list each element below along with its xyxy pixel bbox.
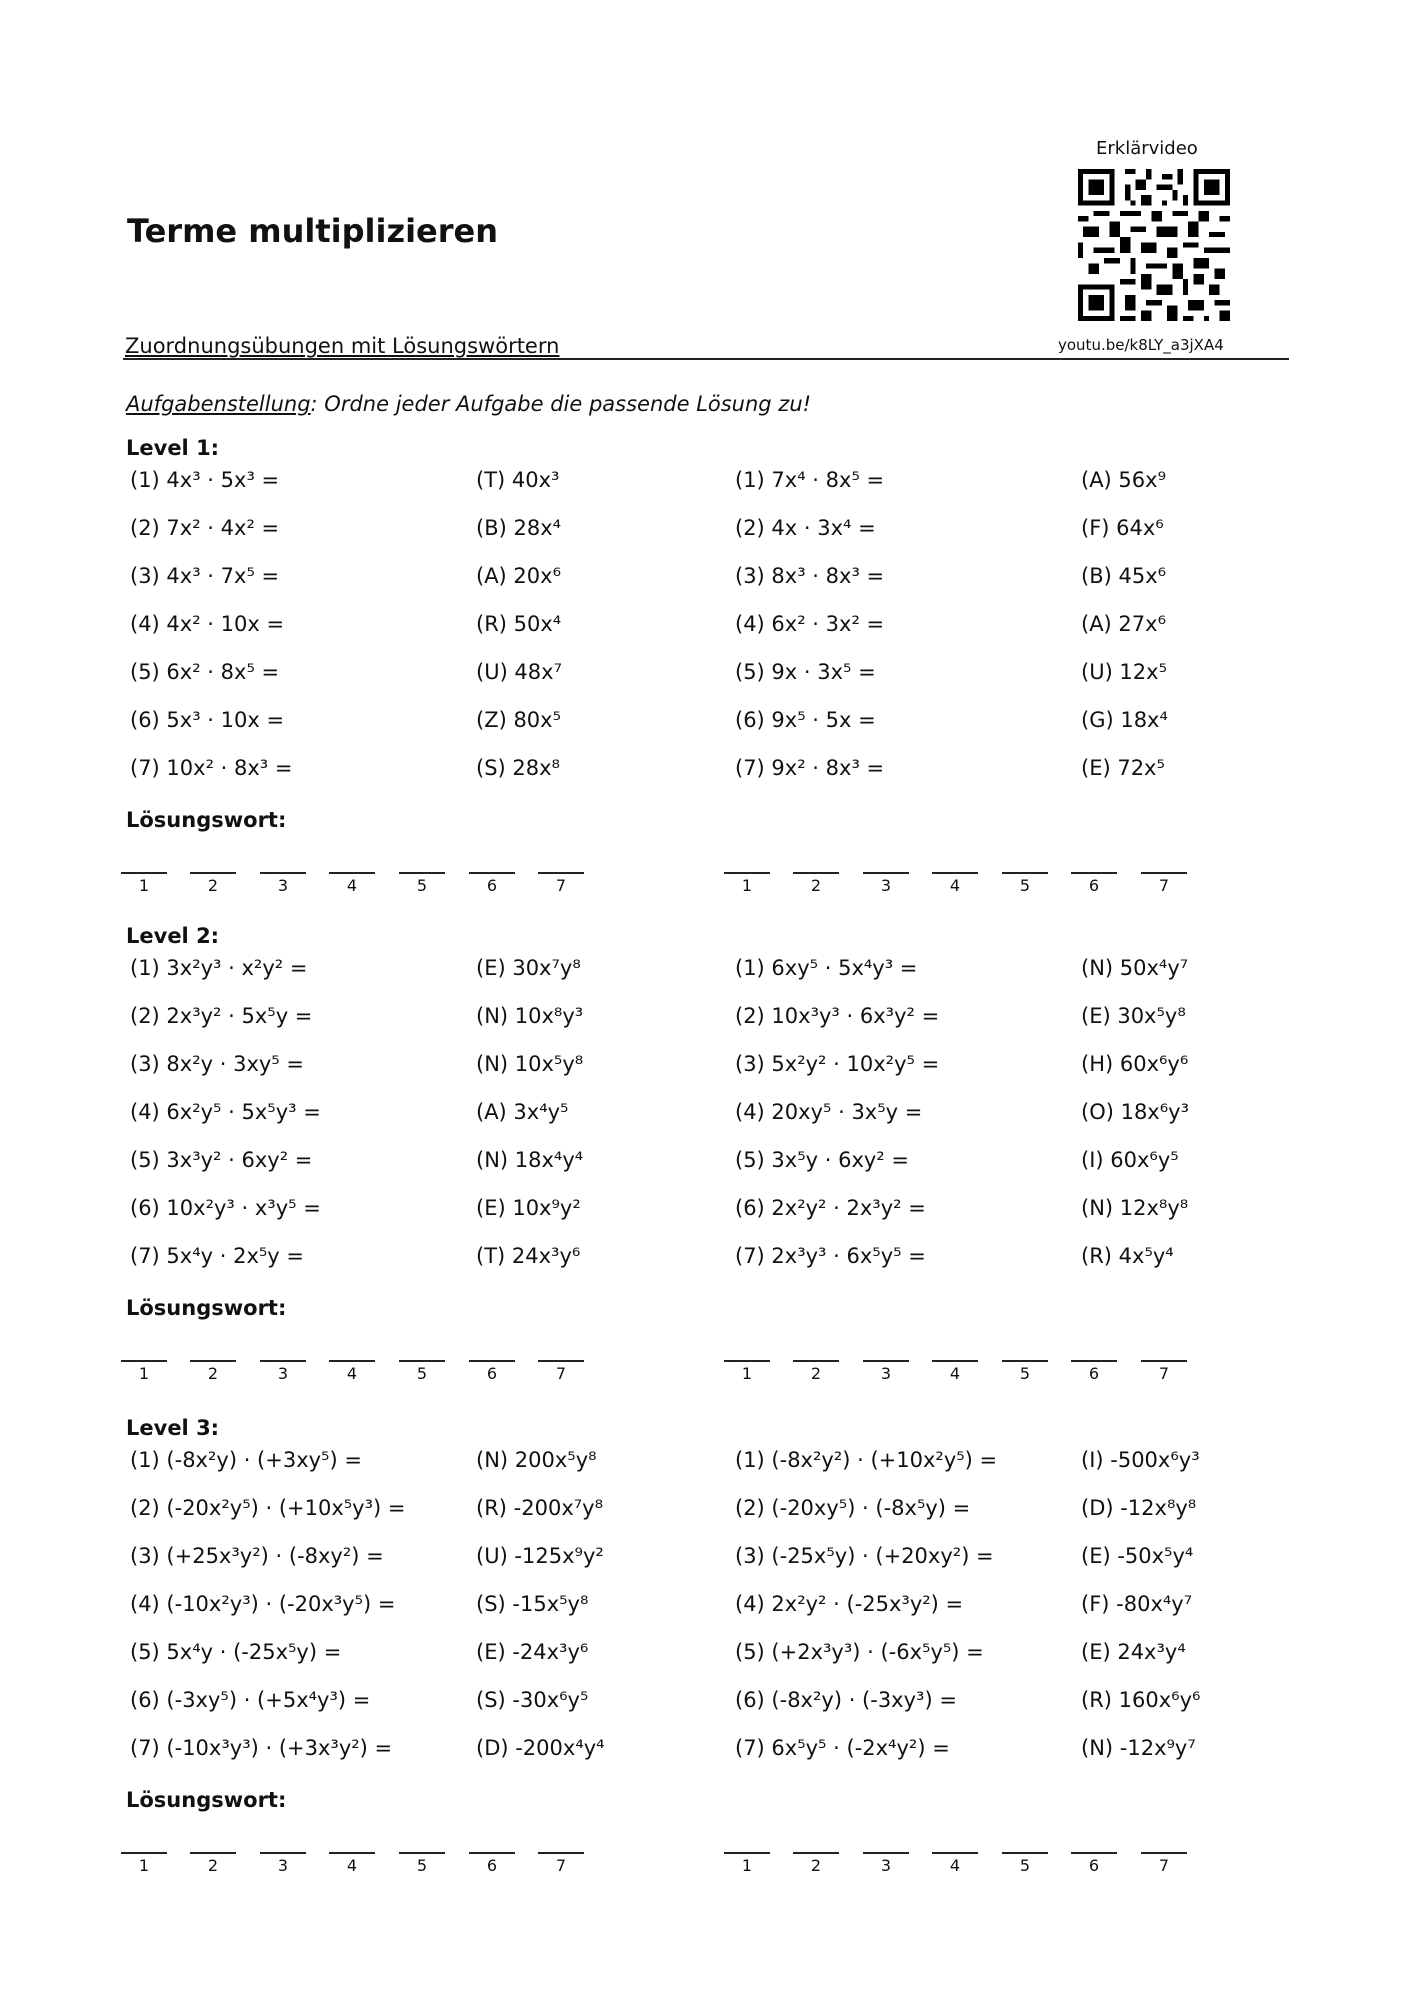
solution-blank-number: 7 bbox=[1158, 1364, 1170, 1383]
task-expression: (5) 6x² · 8x⁵ = bbox=[130, 660, 280, 684]
solution-blank-number: 7 bbox=[555, 876, 567, 895]
solution-blank bbox=[399, 1360, 445, 1362]
solution-blank-number: 4 bbox=[949, 876, 961, 895]
solution-blank-number: 2 bbox=[207, 1856, 219, 1875]
solution-blank bbox=[121, 1852, 167, 1854]
answer-option: (B) 28x⁴ bbox=[476, 516, 562, 540]
solution-blank bbox=[1002, 872, 1048, 874]
solution-blank-number: 3 bbox=[880, 1856, 892, 1875]
solution-blank bbox=[538, 872, 584, 874]
solution-blank bbox=[469, 1852, 515, 1854]
answer-option: (E) 24x³y⁴ bbox=[1081, 1640, 1186, 1664]
solution-blank-number: 7 bbox=[1158, 1856, 1170, 1875]
solution-blank-number: 6 bbox=[486, 1856, 498, 1875]
solution-blank-number: 6 bbox=[1088, 1364, 1100, 1383]
answer-option: (R) 160x⁶y⁶ bbox=[1081, 1688, 1201, 1712]
answer-option: (A) 3x⁴y⁵ bbox=[476, 1100, 569, 1124]
answer-option: (N) 18x⁴y⁴ bbox=[476, 1148, 584, 1172]
task-expression: (3) (+25x³y²) · (-8xy²) = bbox=[130, 1544, 384, 1568]
solution-blank-number: 2 bbox=[810, 1856, 822, 1875]
solution-blank bbox=[121, 872, 167, 874]
answer-option: (I) 60x⁶y⁵ bbox=[1081, 1148, 1179, 1172]
task-expression: (1) (-8x²y) · (+3xy⁵) = bbox=[130, 1448, 362, 1472]
solution-blank-number: 7 bbox=[555, 1856, 567, 1875]
answer-option: (R) 4x⁵y⁴ bbox=[1081, 1244, 1174, 1268]
answer-option: (D) -200x⁴y⁴ bbox=[476, 1736, 605, 1760]
solution-blank-number: 1 bbox=[138, 1364, 150, 1383]
task-expression: (1) (-8x²y²) · (+10x²y⁵) = bbox=[735, 1448, 998, 1472]
task-label: Aufgabenstellung bbox=[126, 392, 311, 416]
solution-blank-number: 5 bbox=[416, 1856, 428, 1875]
answer-option: (E) 10x⁹y² bbox=[476, 1196, 581, 1220]
solution-blank-number: 6 bbox=[486, 1364, 498, 1383]
answer-option: (R) 50x⁴ bbox=[476, 612, 562, 636]
solution-blank bbox=[1071, 872, 1117, 874]
solution-blank bbox=[793, 872, 839, 874]
solution-blank bbox=[1141, 1360, 1187, 1362]
solution-blank bbox=[932, 1852, 978, 1854]
solution-blank bbox=[1002, 1360, 1048, 1362]
task-expression: (5) 5x⁴y · (-25x⁵y) = bbox=[130, 1640, 342, 1664]
task-expression: (4) 4x² · 10x = bbox=[130, 612, 285, 636]
solution-blank bbox=[863, 1852, 909, 1854]
solution-blank bbox=[260, 872, 306, 874]
solution-blank bbox=[190, 1360, 236, 1362]
solution-blank-number: 1 bbox=[138, 876, 150, 895]
task-expression: (4) (-10x²y³) · (-20x³y⁵) = bbox=[130, 1592, 396, 1616]
answer-option: (N) -12x⁹y⁷ bbox=[1081, 1736, 1196, 1760]
answer-option: (D) -12x⁸y⁸ bbox=[1081, 1496, 1197, 1520]
solution-blank-number: 3 bbox=[277, 876, 289, 895]
answer-option: (F) 64x⁶ bbox=[1081, 516, 1164, 540]
solution-blank bbox=[399, 1852, 445, 1854]
answer-option: (E) -50x⁵y⁴ bbox=[1081, 1544, 1194, 1568]
solution-blank bbox=[538, 1852, 584, 1854]
task-expression: (7) 5x⁴y · 2x⁵y = bbox=[130, 1244, 304, 1268]
task-expression: (7) 2x³y³ · 6x⁵y⁵ = bbox=[735, 1244, 926, 1268]
solution-blank bbox=[190, 1852, 236, 1854]
answer-option: (T) 40x³ bbox=[476, 468, 560, 492]
task-expression: (3) 4x³ · 7x⁵ = bbox=[130, 564, 280, 588]
solution-blank-number: 4 bbox=[346, 876, 358, 895]
level-title: Level 1: bbox=[126, 436, 220, 460]
task-expression: (6) 9x⁵ · 5x = bbox=[735, 708, 876, 732]
answer-option: (N) 200x⁵y⁸ bbox=[476, 1448, 597, 1472]
answer-option: (E) 72x⁵ bbox=[1081, 756, 1165, 780]
solution-blank-number: 3 bbox=[880, 1364, 892, 1383]
task-expression: (7) (-10x³y³) · (+3x³y²) = bbox=[130, 1736, 393, 1760]
task-expression: (3) (-25x⁵y) · (+20xy²) = bbox=[735, 1544, 994, 1568]
solution-blank-number: 1 bbox=[741, 876, 753, 895]
answer-option: (E) 30x⁵y⁸ bbox=[1081, 1004, 1186, 1028]
solution-blank-number: 5 bbox=[1019, 1364, 1031, 1383]
answer-option: (U) 48x⁷ bbox=[476, 660, 562, 684]
solution-blank-number: 5 bbox=[1019, 876, 1031, 895]
page-title: Terme multiplizieren bbox=[127, 212, 499, 250]
solution-blank bbox=[724, 1360, 770, 1362]
solution-blank-number: 2 bbox=[810, 876, 822, 895]
task-expression: (5) 9x · 3x⁵ = bbox=[735, 660, 876, 684]
answer-option: (G) 18x⁴ bbox=[1081, 708, 1168, 732]
solution-blank-number: 2 bbox=[207, 876, 219, 895]
answer-option: (S) -15x⁵y⁸ bbox=[476, 1592, 589, 1616]
solution-blank bbox=[793, 1360, 839, 1362]
task-expression: (3) 8x²y · 3xy⁵ = bbox=[130, 1052, 304, 1076]
task-expression: (6) 5x³ · 10x = bbox=[130, 708, 285, 732]
qr-label: Erklärvideo bbox=[1096, 138, 1198, 159]
solution-blank-number: 7 bbox=[1158, 876, 1170, 895]
solution-blank-number: 6 bbox=[486, 876, 498, 895]
task-expression: (4) 6x²y⁵ · 5x⁵y³ = bbox=[130, 1100, 321, 1124]
answer-option: (N) 50x⁴y⁷ bbox=[1081, 956, 1189, 980]
answer-option: (I) -500x⁶y³ bbox=[1081, 1448, 1200, 1472]
solution-blank bbox=[538, 1360, 584, 1362]
solution-blank-number: 4 bbox=[346, 1856, 358, 1875]
task-expression: (5) (+2x³y³) · (-6x⁵y⁵) = bbox=[735, 1640, 984, 1664]
answer-option: (S) 28x⁸ bbox=[476, 756, 560, 780]
task-expression: (6) 10x²y³ · x³y⁵ = bbox=[130, 1196, 321, 1220]
solution-blank bbox=[469, 1360, 515, 1362]
answer-option: (R) -200x⁷y⁸ bbox=[476, 1496, 604, 1520]
solution-blank-number: 6 bbox=[1088, 1856, 1100, 1875]
solution-blank bbox=[1141, 872, 1187, 874]
answer-option: (E) 30x⁷y⁸ bbox=[476, 956, 581, 980]
level-title: Level 3: bbox=[126, 1416, 220, 1440]
page-subtitle: Zuordnungsübungen mit Lösungswörtern bbox=[125, 334, 560, 358]
task-expression: (7) 9x² · 8x³ = bbox=[735, 756, 885, 780]
task-expression: (2) 10x³y³ · 6x³y² = bbox=[735, 1004, 940, 1028]
answer-option: (T) 24x³y⁶ bbox=[476, 1244, 581, 1268]
answer-option: (H) 60x⁶y⁶ bbox=[1081, 1052, 1189, 1076]
solution-blank bbox=[724, 1852, 770, 1854]
answer-option: (U) -125x⁹y² bbox=[476, 1544, 604, 1568]
solution-blank-number: 4 bbox=[949, 1856, 961, 1875]
answer-option: (N) 10x⁵y⁸ bbox=[476, 1052, 584, 1076]
solution-blank-number: 2 bbox=[207, 1364, 219, 1383]
solution-blank-number: 1 bbox=[741, 1364, 753, 1383]
solution-blank bbox=[863, 1360, 909, 1362]
answer-option: (U) 12x⁵ bbox=[1081, 660, 1167, 684]
solution-blank bbox=[1071, 1852, 1117, 1854]
solution-blank bbox=[932, 1360, 978, 1362]
task-expression: (6) (-3xy⁵) · (+5x⁴y³) = bbox=[130, 1688, 371, 1712]
qr-url[interactable]: youtu.be/k8LY_a3jXA4 bbox=[1058, 336, 1224, 354]
solution-blank bbox=[469, 872, 515, 874]
solution-blank bbox=[190, 872, 236, 874]
solution-blank-number: 5 bbox=[416, 1364, 428, 1383]
task-expression: (2) 2x³y² · 5x⁵y = bbox=[130, 1004, 313, 1028]
solution-blank bbox=[329, 1360, 375, 1362]
header-divider bbox=[123, 358, 1289, 360]
solution-blank bbox=[121, 1360, 167, 1362]
task-expression: (1) 3x²y³ · x²y² = bbox=[130, 956, 308, 980]
task-text: : Ordne jeder Aufgabe die passende Lösung zu! bbox=[310, 392, 812, 416]
solution-blank bbox=[724, 872, 770, 874]
task-instruction bbox=[126, 392, 811, 416]
solution-word-label: Lösungswort: bbox=[126, 808, 287, 832]
solution-blank-number: 1 bbox=[138, 1856, 150, 1875]
solution-blank bbox=[399, 872, 445, 874]
task-expression: (4) 6x² · 3x² = bbox=[735, 612, 885, 636]
answer-option: (A) 20x⁶ bbox=[476, 564, 561, 588]
task-expression: (6) 2x²y² · 2x³y² = bbox=[735, 1196, 926, 1220]
task-expression: (6) (-8x²y) · (-3xy³) = bbox=[735, 1688, 957, 1712]
solution-blank bbox=[260, 1852, 306, 1854]
solution-blank-number: 3 bbox=[277, 1856, 289, 1875]
task-expression: (1) 4x³ · 5x³ = bbox=[130, 468, 280, 492]
solution-blank-number: 1 bbox=[741, 1856, 753, 1875]
task-expression: (5) 3x³y² · 6xy² = bbox=[130, 1148, 313, 1172]
solution-blank bbox=[329, 1852, 375, 1854]
answer-option: (S) -30x⁶y⁵ bbox=[476, 1688, 589, 1712]
solution-blank bbox=[260, 1360, 306, 1362]
solution-blank-number: 6 bbox=[1088, 876, 1100, 895]
task-expression: (2) (-20xy⁵) · (-8x⁵y) = bbox=[735, 1496, 971, 1520]
solution-blank bbox=[329, 872, 375, 874]
task-expression: (3) 5x²y² · 10x²y⁵ = bbox=[735, 1052, 940, 1076]
solution-blank bbox=[932, 872, 978, 874]
answer-option: (B) 45x⁶ bbox=[1081, 564, 1167, 588]
answer-option: (O) 18x⁶y³ bbox=[1081, 1100, 1190, 1124]
task-expression: (2) 4x · 3x⁴ = bbox=[735, 516, 876, 540]
qr-code-icon[interactable] bbox=[1076, 169, 1232, 321]
level-title: Level 2: bbox=[126, 924, 220, 948]
task-expression: (7) 6x⁵y⁵ · (-2x⁴y²) = bbox=[735, 1736, 950, 1760]
answer-option: (Z) 80x⁵ bbox=[476, 708, 562, 732]
answer-option: (N) 10x⁸y³ bbox=[476, 1004, 584, 1028]
solution-blank-number: 4 bbox=[346, 1364, 358, 1383]
solution-blank bbox=[1141, 1852, 1187, 1854]
solution-blank-number: 5 bbox=[416, 876, 428, 895]
answer-option: (N) 12x⁸y⁸ bbox=[1081, 1196, 1189, 1220]
solution-blank-number: 5 bbox=[1019, 1856, 1031, 1875]
task-expression: (4) 20xy⁵ · 3x⁵y = bbox=[735, 1100, 923, 1124]
task-expression: (4) 2x²y² · (-25x³y²) = bbox=[735, 1592, 964, 1616]
task-expression: (7) 10x² · 8x³ = bbox=[130, 756, 293, 780]
solution-blank-number: 3 bbox=[277, 1364, 289, 1383]
task-expression: (1) 6xy⁵ · 5x⁴y³ = bbox=[735, 956, 918, 980]
task-expression: (3) 8x³ · 8x³ = bbox=[735, 564, 885, 588]
answer-option: (E) -24x³y⁶ bbox=[476, 1640, 589, 1664]
solution-blank-number: 2 bbox=[810, 1364, 822, 1383]
solution-blank-number: 3 bbox=[880, 876, 892, 895]
answer-option: (A) 27x⁶ bbox=[1081, 612, 1166, 636]
solution-blank-number: 7 bbox=[555, 1364, 567, 1383]
solution-word-label: Lösungswort: bbox=[126, 1296, 287, 1320]
solution-blank bbox=[1071, 1360, 1117, 1362]
solution-blank bbox=[793, 1852, 839, 1854]
answer-option: (A) 56x⁹ bbox=[1081, 468, 1166, 492]
solution-blank bbox=[1002, 1852, 1048, 1854]
task-expression: (5) 3x⁵y · 6xy² = bbox=[735, 1148, 909, 1172]
solution-blank-number: 4 bbox=[949, 1364, 961, 1383]
solution-word-label: Lösungswort: bbox=[126, 1788, 287, 1812]
task-expression: (1) 7x⁴ · 8x⁵ = bbox=[735, 468, 885, 492]
solution-blank bbox=[863, 872, 909, 874]
task-expression: (2) (-20x²y⁵) · (+10x⁵y³) = bbox=[130, 1496, 406, 1520]
task-expression: (2) 7x² · 4x² = bbox=[130, 516, 280, 540]
answer-option: (F) -80x⁴y⁷ bbox=[1081, 1592, 1193, 1616]
